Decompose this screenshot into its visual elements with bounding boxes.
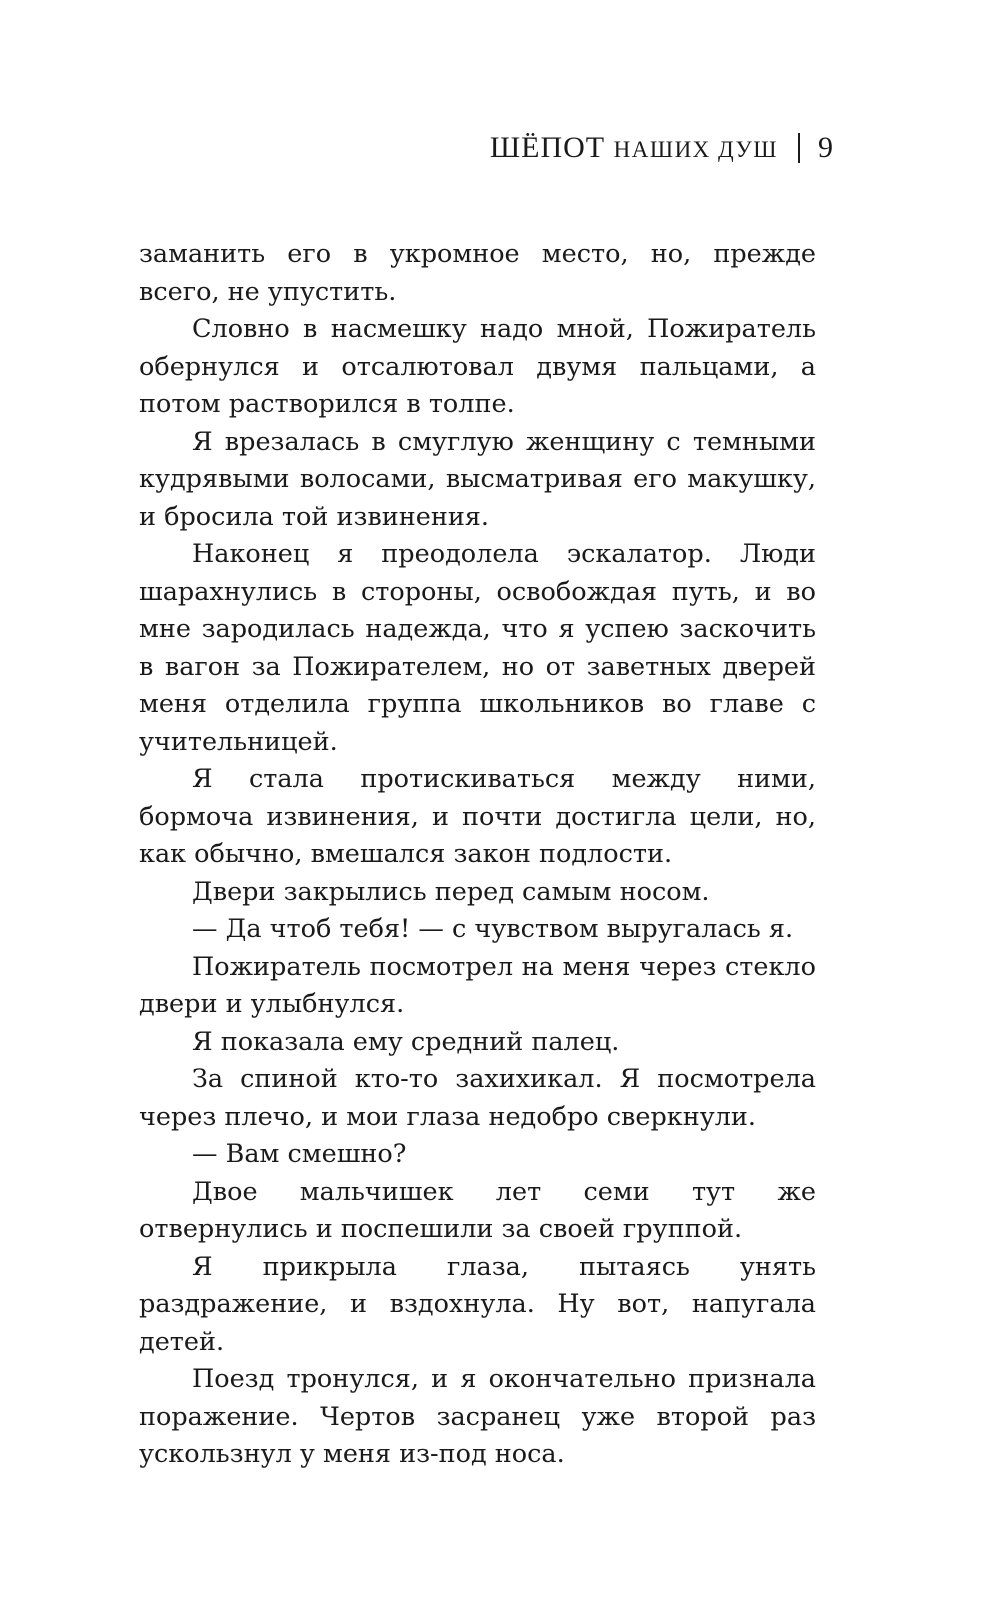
book-title-rest: НАШИХ ДУШ [613,137,778,162]
paragraph: Пожиратель посмотрел на меня через стекло двери и улыбнулся. [139,951,816,1019]
paragraph: Двери закрылись перед самым носом. [192,876,710,907]
page-number: 9 [818,131,834,164]
dialogue-line: — Да чтоб тебя! — с чувством выругалась я. [192,914,794,944]
running-header [490,133,834,163]
paragraph: Я врезалась в смуглую женщину с темными кудрявыми волосами, высматривая его макушку, и бросила той извинения. [139,426,816,532]
paragraph: Я стала протискиваться между ними, бормоча извинения, и почти достигла цели, но, как обычно, вмешался закон подлости. [139,764,816,869]
page-body [139,236,816,1474]
dialogue-line: — Вам смешно? [192,1139,407,1169]
book-title-first-word: ШЁПОТ [489,131,606,164]
paragraph-continued: заманить его в укромное место, но, прежде всего, не упустить. [139,239,816,307]
paragraph: Я прикрыла глаза, пытаясь унять раздражение, и вздохнула. Ну вот, напугала детей. [139,1251,816,1357]
paragraph: Словно в насмешку надо мной, Пожиратель обернулся и отсалютовал двумя пальцами, а потом растворился в толпе. [139,314,816,419]
header-separator [798,133,800,163]
paragraph: Я показала ему средний палец. [192,1026,620,1057]
paragraph: За спиной кто-то захихикал. Я посмотрела через плечо, и мои глаза недобро сверкнули. [139,1064,816,1132]
book-title [490,133,778,163]
paragraph: Поезд тронулся, и я окончательно признала поражение. Чертов засранец уже второй раз ускользнул у меня из-под носа. [139,1364,816,1469]
paragraph: Наконец я преодолела эскалатор. Люди шарахнулись в стороны, освобождая путь, и во мне зародилась надежда, что я успею заскочить в вагон за Пожирателем, но от заветных дверей меня отделила группа школьников во главе с учительницей. [139,539,816,757]
paragraph: Двое мальчишек лет семи тут же отвернулись и поспешили за своей группой. [139,1176,816,1244]
